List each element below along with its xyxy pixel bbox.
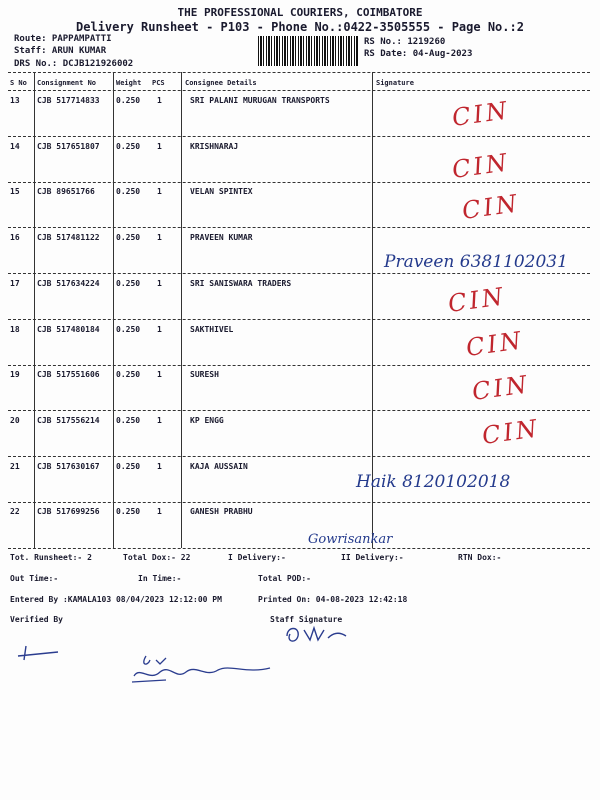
row-weight: 0.250: [116, 325, 141, 334]
row-consignee: SAKTHIVEL: [190, 325, 234, 334]
row-sno: 17: [10, 279, 20, 288]
verified-signature-scribble: [14, 640, 64, 664]
row-divider: [8, 365, 590, 366]
row-consignee: SRI PALANI MURUGAN TRANSPORTS: [190, 96, 330, 105]
company-name: THE PROFESSIONAL COURIERS, COIMBATORE: [177, 6, 423, 19]
row-consignee: SRI SANISWARA TRADERS: [190, 279, 292, 288]
row-consignment: CJB 517556214: [37, 416, 100, 425]
row-divider: [8, 410, 590, 411]
row-pcs: 1: [157, 370, 162, 379]
col-consignee: Consignee Details: [185, 79, 257, 87]
staff-signature-scribble: [282, 622, 352, 646]
row-consignment: CJB 89651766: [37, 187, 95, 196]
row-weight: 0.250: [116, 507, 141, 516]
row-sno: 18: [10, 325, 20, 334]
row-weight: 0.250: [116, 462, 141, 471]
row-consignment: CJB 517551606: [37, 370, 100, 379]
staff-signature: Staff Signature: [270, 615, 343, 624]
row-consignment: CJB 517714833: [37, 96, 100, 105]
row-sno: 16: [10, 233, 20, 242]
table-bottom-rule: [8, 548, 590, 549]
row-pcs: 1: [157, 279, 162, 288]
col-divider: [181, 72, 182, 548]
row-consignee: PRAVEEN KUMAR: [190, 233, 253, 242]
rs-date: RS Date: 04-Aug-2023: [364, 49, 473, 59]
header-rule: [8, 90, 590, 91]
cin-signature: CIN: [450, 148, 512, 184]
row-weight: 0.250: [116, 187, 141, 196]
row-consignment: CJB 517630167: [37, 462, 100, 471]
row-weight: 0.250: [116, 279, 141, 288]
cin-signature: CIN: [480, 414, 542, 450]
row-weight: 0.250: [116, 416, 141, 425]
cin-signature: CIN: [450, 96, 512, 132]
row-sno: 20: [10, 416, 20, 425]
table-top-rule: [8, 72, 590, 73]
i-delivery: I Delivery:-: [228, 553, 286, 562]
col-pcs: PCS: [152, 79, 165, 87]
row-weight: 0.250: [116, 233, 141, 242]
entered-by: Entered By :KAMALA103 08/04/2023 12:12:00 PM: [10, 595, 222, 604]
in-time: In Time:-: [138, 574, 182, 583]
row-divider: [8, 182, 590, 183]
row-sno: 19: [10, 370, 20, 379]
row-weight: 0.250: [116, 370, 141, 379]
row-pcs: 1: [157, 142, 162, 151]
row-consignee: VELAN SPINTEX: [190, 187, 253, 196]
cin-signature: CIN: [464, 326, 526, 362]
row-divider: [8, 319, 590, 320]
ii-delivery: II Delivery:-: [341, 553, 404, 562]
total-pod: Total POD:-: [258, 574, 311, 583]
row-sno: 13: [10, 96, 20, 105]
verified-by: Verified By: [10, 615, 63, 624]
row-consignee: KRISHNARAJ: [190, 142, 239, 151]
row-divider: [8, 273, 590, 274]
row-sno: 14: [10, 142, 20, 151]
handwritten-signature: Gowrisankar: [308, 532, 393, 547]
row-pcs: 1: [157, 325, 162, 334]
col-consignment: Consignment No: [37, 79, 97, 87]
row-divider: [8, 136, 590, 137]
col-divider: [113, 72, 114, 548]
row-sno: 22: [10, 507, 20, 516]
runsheet-subtitle: Delivery Runsheet - P103 - Phone No.:0422-3505555 - Page No.:2: [76, 20, 524, 34]
row-pcs: 1: [157, 96, 162, 105]
row-weight: 0.250: [116, 142, 141, 151]
row-consignment: CJB 517481122: [37, 233, 100, 242]
row-pcs: 1: [157, 507, 162, 516]
row-consignee: KAJA AUSSAIN: [190, 462, 248, 471]
cin-signature: CIN: [460, 189, 522, 225]
row-pcs: 1: [157, 416, 162, 425]
row-consignee: GANESH PRABHU: [190, 507, 253, 516]
row-consignment: CJB 517480184: [37, 325, 100, 334]
cin-signature: CIN: [470, 370, 532, 406]
row-sno: 15: [10, 187, 20, 196]
row-sno: 21: [10, 462, 20, 471]
total-dox: Total Dox:- 22: [123, 553, 191, 562]
row-consignee: KP ENGG: [190, 416, 224, 425]
col-weight: Weight: [116, 79, 142, 87]
row-consignment: CJB 517699256: [37, 507, 100, 516]
supervisor-signature-scribble: [126, 652, 276, 686]
cin-signature: CIN: [446, 282, 508, 318]
printed-on: Printed On: 04-08-2023 12:42:18: [258, 595, 408, 604]
row-weight: 0.250: [116, 96, 141, 105]
route: Route: PAPPAMPATTI: [14, 34, 112, 44]
row-divider: [8, 502, 590, 503]
row-divider: [8, 456, 590, 457]
row-pcs: 1: [157, 187, 162, 196]
row-pcs: 1: [157, 233, 162, 242]
rs-number: RS No.: 1219260: [364, 37, 446, 47]
row-consignment: CJB 517651807: [37, 142, 100, 151]
col-divider: [34, 72, 35, 548]
barcode: [258, 36, 358, 66]
row-divider: [8, 227, 590, 228]
handwritten-signature: Praveen 6381102031: [384, 252, 568, 272]
out-time: Out Time:-: [10, 574, 59, 583]
row-consignee: SURESH: [190, 370, 219, 379]
drs-number: DRS No.: DCJB121926002: [14, 59, 134, 69]
row-pcs: 1: [157, 462, 162, 471]
col-sno: S No: [10, 79, 27, 87]
col-signature: Signature: [376, 79, 414, 87]
handwritten-signature: Haik 8120102018: [356, 472, 511, 492]
staff: Staff: ARUN KUMAR: [14, 46, 107, 56]
row-consignment: CJB 517634224: [37, 279, 100, 288]
tot-runsheet: Tot. Runsheet:- 2: [10, 553, 92, 562]
rtn-dox: RTN Dox:-: [458, 553, 502, 562]
